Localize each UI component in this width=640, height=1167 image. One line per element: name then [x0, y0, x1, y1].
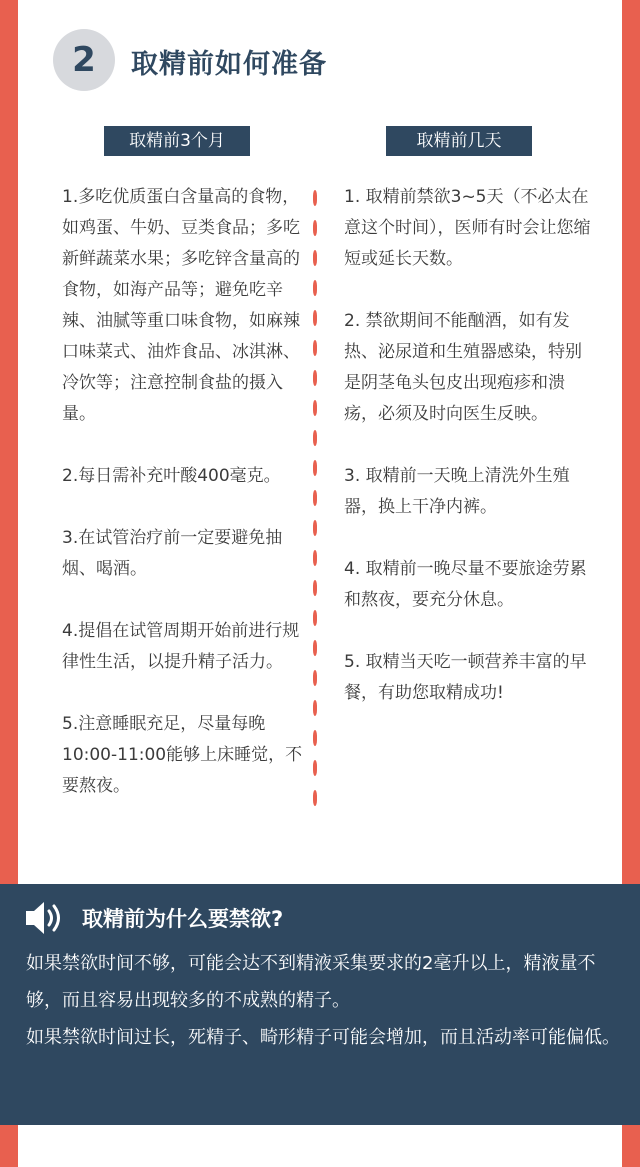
divider-dash	[313, 730, 317, 746]
speaker-icon	[22, 896, 66, 940]
divider-dash	[313, 220, 317, 236]
list-item: 4. 取精前一晚尽量不要旅途劳累和熬夜，要充分休息。	[344, 559, 587, 610]
divider-dash	[313, 760, 317, 776]
divider-dash	[313, 520, 317, 536]
divider-dash	[313, 490, 317, 506]
left-column-text	[62, 182, 307, 833]
divider-dash	[313, 610, 317, 626]
badge-number: 2	[72, 40, 96, 80]
divider-dash	[313, 640, 317, 656]
panel-paragraph: 如果禁欲时间过长，死精子、畸形精子可能会增加，而且活动率可能偏低。	[26, 1027, 620, 1048]
divider-dash	[313, 340, 317, 356]
divider-dash	[313, 700, 317, 716]
dashed-divider	[313, 190, 319, 810]
divider-dash	[313, 250, 317, 266]
divider-dash	[313, 280, 317, 296]
right-column-text	[344, 182, 594, 740]
list-item: 5. 取精当天吃一顿营养丰富的早餐，有助您取精成功!	[344, 652, 587, 703]
divider-dash	[313, 190, 317, 206]
divider-dash	[313, 310, 317, 326]
list-item: 5.注意睡眠充足，尽量每晚10:00-11:00能够上床睡觉，不要熬夜。	[62, 714, 303, 796]
divider-dash	[313, 400, 317, 416]
divider-dash	[313, 550, 317, 566]
divider-dash	[313, 790, 317, 806]
list-item: 4.提倡在试管周期开始前进行规律性生活，以提升精子活力。	[62, 621, 300, 672]
divider-dash	[313, 670, 317, 686]
section-title: 取精前如何准备	[131, 49, 327, 80]
divider-dash	[313, 370, 317, 386]
panel-title: 取精前为什么要禁欲?	[82, 907, 284, 931]
list-item: 1. 取精前禁欲3~5天（不必太在意这个时间），医师有时会让您缩短或延长天数。	[344, 187, 591, 269]
list-item: 2. 禁欲期间不能酗酒，如有发热、泌尿道和生殖器感染，特别是阴茎龟头包皮出现疱疹和溃疡，必须及时向医生反映。	[344, 311, 582, 424]
divider-dash	[313, 430, 317, 446]
column-label-3-months: 取精前3个月	[104, 126, 250, 156]
list-item: 3. 取精前一天晚上清洗外生殖器，换上干净内裤。	[344, 466, 570, 517]
panel-text	[26, 945, 622, 1056]
list-item: 3.在试管治疗前一定要避免抽烟、喝酒。	[62, 528, 283, 579]
column-label-days-before: 取精前几天	[386, 126, 532, 156]
divider-dash	[313, 460, 317, 476]
divider-dash	[313, 580, 317, 596]
list-item: 2.每日需补充叶酸400毫克。	[62, 466, 281, 486]
section-number-badge	[53, 29, 115, 91]
panel-paragraph: 如果禁欲时间不够，可能会达不到精液采集要求的2毫升以上，精液量不够，而且容易出现较多的不成熟的精子。	[26, 953, 596, 1011]
list-item: 1.多吃优质蛋白含量高的食物，如鸡蛋、牛奶、豆类食品；多吃新鲜蔬菜水果；多吃锌含量高的食物，如海产品等；避免吃辛辣、油腻等重口味食物，如麻辣口味菜式、油炸食品、冰淇淋、冷饮等；注意控制食盐的摄入量。	[62, 187, 300, 424]
